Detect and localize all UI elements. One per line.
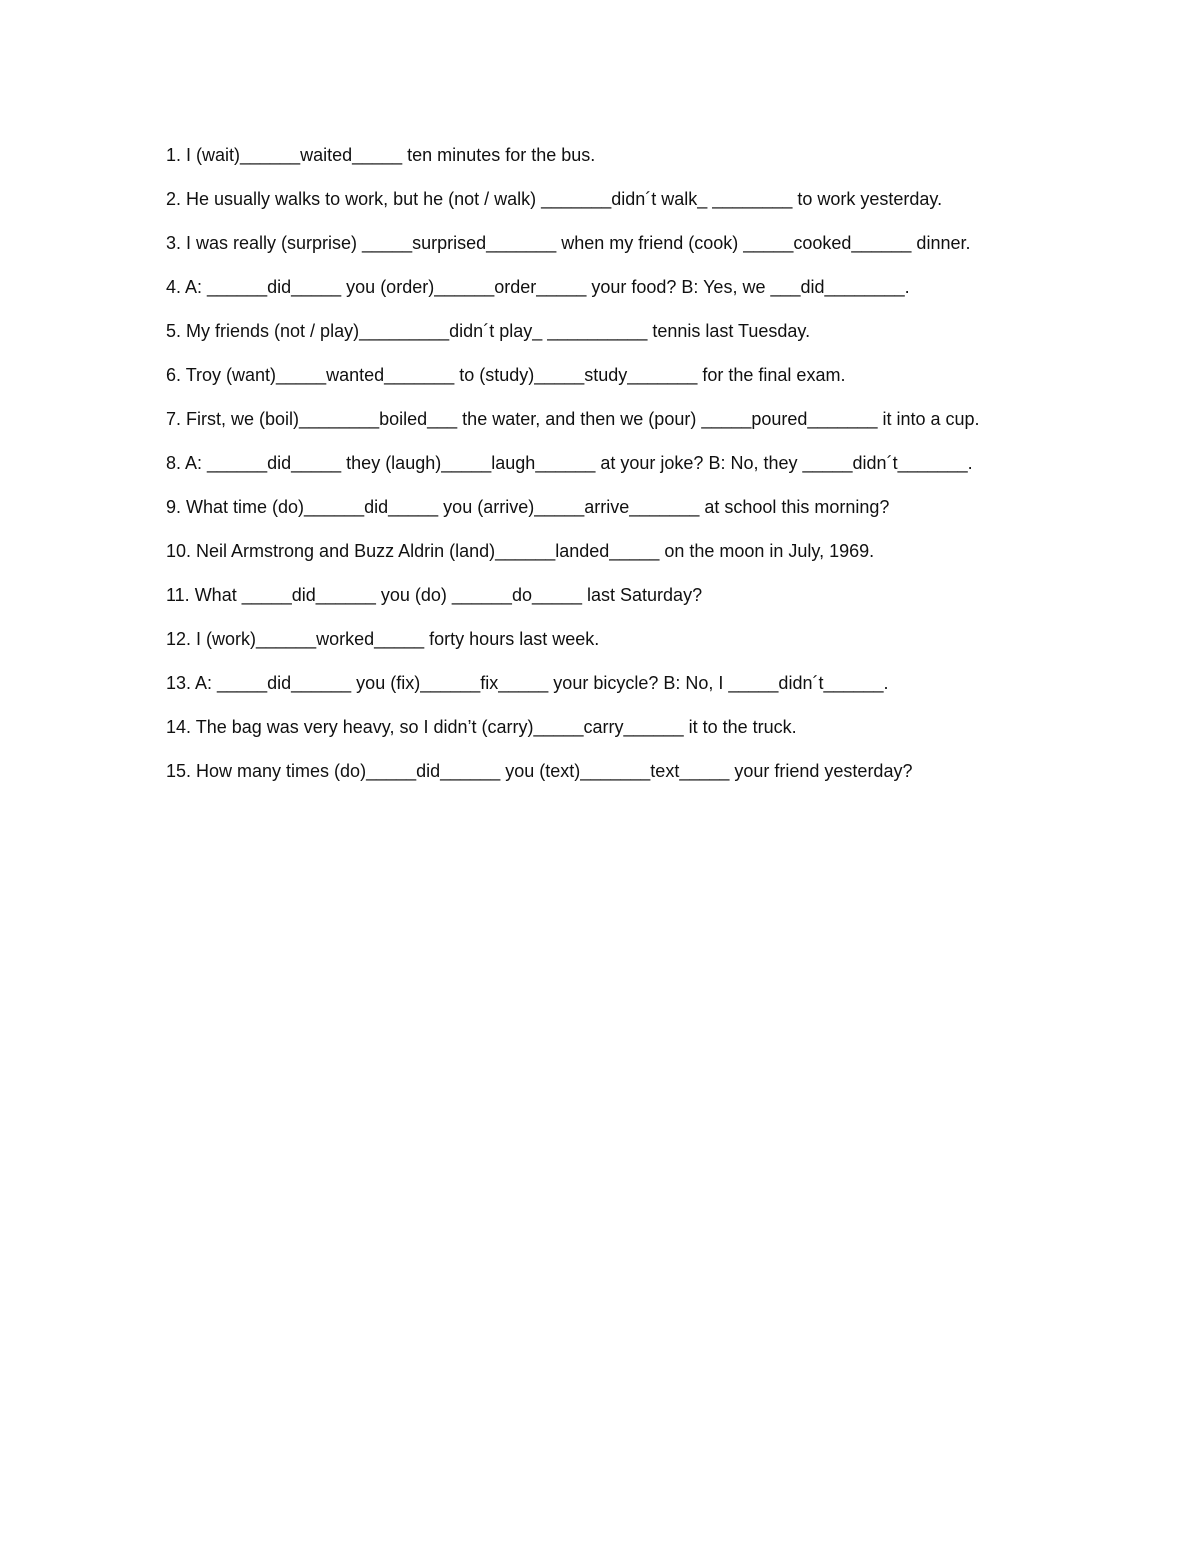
- exercise-item-10: 10. Neil Armstrong and Buzz Aldrin (land)______landed_____ on the moon in July, 1969.: [166, 541, 875, 561]
- exercise-item-7: 7. First, we (boil)________boiled___ the water, and then we (pour) _____poured_______ it into a cup.: [166, 409, 980, 429]
- exercise-item-14: 14. The bag was very heavy, so I didn’t (carry)_____carry______ it to the truck.: [166, 717, 797, 737]
- exercise-item-3: 3. I was really (surprise) _____surprised_______ when my friend (cook) _____cooked______ dinner.: [166, 233, 971, 253]
- exercise-item-8: 8. A: ______did_____ they (laugh)_____laugh______ at your joke? B: No, they _____didn´t_______.: [166, 453, 973, 473]
- exercise-item-6: 6. Troy (want)_____wanted_______ to (study)_____study_______ for the final exam.: [166, 365, 846, 385]
- exercise-item-1: 1. I (wait)______waited_____ ten minutes for the bus.: [166, 145, 596, 165]
- exercise-item-5: 5. My friends (not / play)_________didn´t play_ __________ tennis last Tuesday.: [166, 321, 811, 341]
- exercise-item-4: 4. A: ______did_____ you (order)______order_____ your food? B: Yes, we ___did________.: [166, 277, 910, 297]
- exercise-item-11: 11. What _____did______ you (do) ______do_____ last Saturday?: [166, 585, 703, 605]
- exercise-list: [166, 141, 1036, 801]
- exercise-item-9: 9. What time (do)______did_____ you (arrive)_____arrive_______ at school this morning?: [166, 497, 890, 517]
- exercise-item-12: 12. I (work)______worked_____ forty hours last week.: [166, 629, 600, 649]
- exercise-item-15: 15. How many times (do)_____did______ you (text)_______text_____ your friend yesterday?: [166, 761, 913, 781]
- exercise-item-2: 2. He usually walks to work, but he (not / walk) _______didn´t walk_ ________ to work yesterday.: [166, 189, 943, 209]
- exercise-item-13: 13. A: _____did______ you (fix)______fix_____ your bicycle? B: No, I _____didn´t______.: [166, 673, 889, 693]
